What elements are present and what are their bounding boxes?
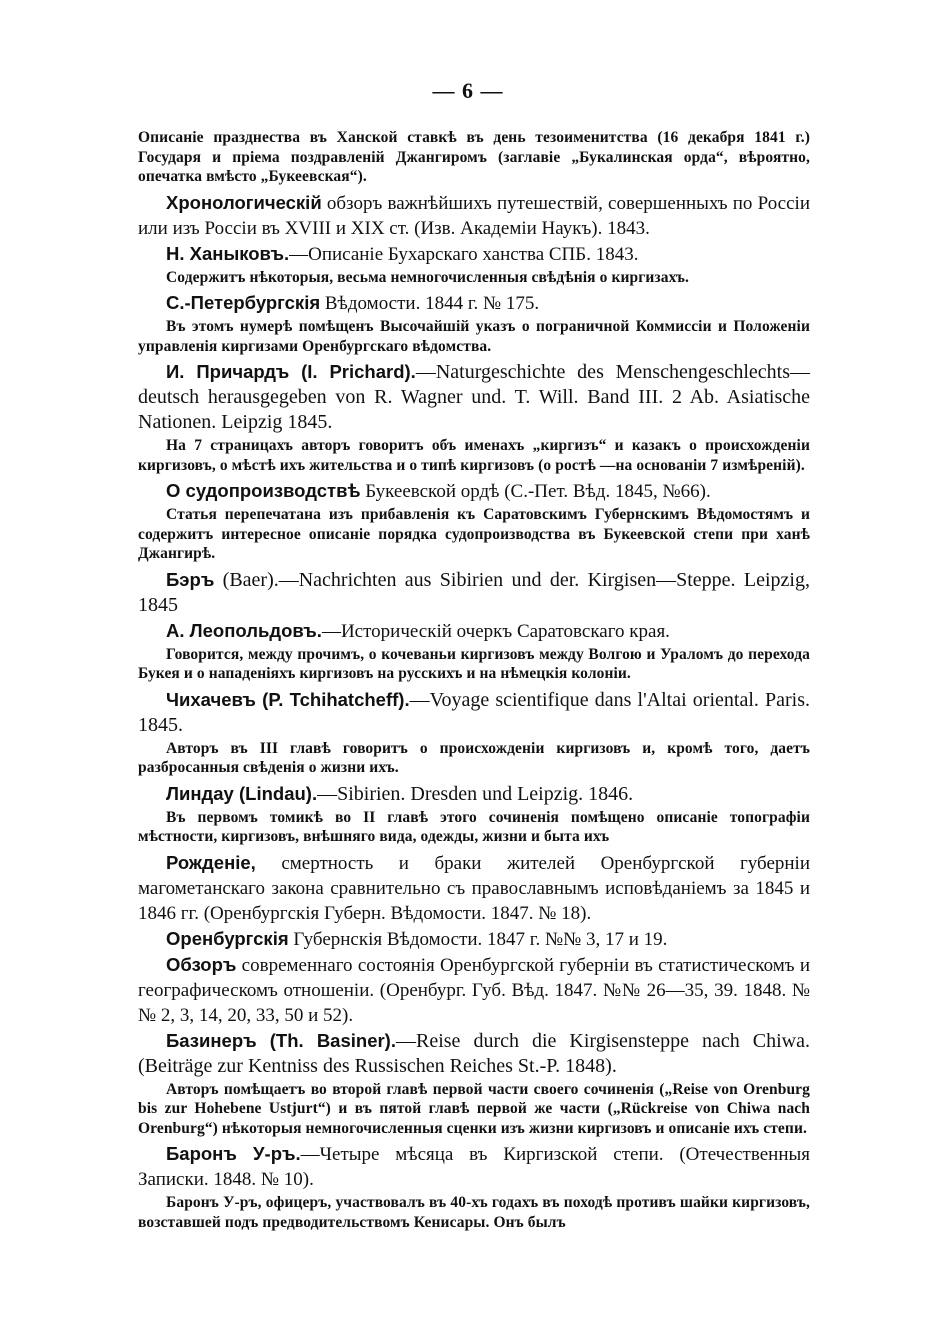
bibliography-entry [138, 781, 810, 847]
bibliography-entry [138, 1141, 810, 1232]
entry-annotation: Говорится, между прочимъ, о кочеваньи киргизовъ между Волгою и Ураломъ до перехода Букея и о нападеніяхъ киргизовъ на русскихъ и на нѣмецкія колоніи. [138, 645, 810, 682]
entry-heading [138, 359, 810, 435]
entry-title: О судопроизводствѣ [166, 480, 361, 501]
entry-citation: современнаго состоянія Оренбургской губерніи въ статистическомъ и географическомъ отношеніи. (Оренбург. Губ. Вѣд. 1847. №№ 26—35, 39. 1848. №№ 2, 3, 14, 20, 33, 50 и 52). [138, 954, 810, 1026]
entry-title: Баронъ У-ръ. [166, 1143, 301, 1164]
entry-heading [138, 781, 810, 807]
entry-heading [138, 687, 810, 738]
entry-title: Обзоръ [166, 953, 237, 975]
entry-annotation: Авторъ въ III главѣ говоритъ о происхожденіи киргизовъ и, кромѣ того, даетъ разбросанныя свѣденія о жизни ихъ. [138, 739, 810, 776]
entry-heading [138, 567, 810, 618]
entry-title: А. Леопольдовъ. [166, 619, 322, 641]
entry-citation: (Baer).—Nachrichten aus Sibirien und der. Kirgisen—Steppe. Leipzig, 1845 [138, 568, 810, 616]
entry-title: С.-Петербургскія [166, 292, 321, 313]
entry-citation: —Voyage scientifique dans l'Altai oriental. Paris. 1845. [138, 688, 810, 736]
bibliography-entry [138, 290, 810, 356]
entry-title: И. Причардъ (I. Prichard). [166, 361, 416, 382]
entry-citation: Букеевской ордѣ (С.-Пет. Вѣд. 1845, №66). [360, 481, 711, 502]
entry-heading [138, 850, 810, 926]
entry-title: Чихачевъ (P. Tchihatcheff). [166, 688, 410, 710]
entry-heading [138, 926, 810, 952]
bibliography-entry [138, 850, 810, 926]
entry-title: Рожденіе, [166, 851, 256, 873]
entry-title: Базинеръ (Th. Basiner). [166, 1029, 396, 1051]
entry-heading [138, 618, 810, 644]
bibliography-entry [138, 687, 810, 778]
entry-annotation: Баронъ У-ръ, офицеръ, участвовалъ въ 40-хъ годахъ въ походѣ противъ шайки киргизовъ, возставшей подъ предводительствомъ Кенисары. Онъ былъ [138, 1194, 810, 1231]
entry-title: Хронологическій [166, 191, 322, 213]
bibliography-entry [138, 190, 810, 241]
bibliography-entry [138, 359, 810, 475]
bibliography-entry [138, 241, 810, 288]
entry-heading [138, 1141, 810, 1192]
bibliography-entry [138, 952, 810, 1028]
entry-heading [138, 190, 810, 241]
entry-citation: Губернскія Вѣдомости. 1847 г. №№ 3, 17 и 19. [288, 928, 668, 950]
entry-citation: —Naturgeschichte des Menschengeschlechts—deutsch herausgegeben von R. Wagner und. T. Will. Band III. 2 Ab. Asiatische Nationen. Leipzig 1845. [138, 361, 811, 433]
entry-citation: смертность и браки жителей Оренбургской губерніи магометанскаго закона сравнительно съ православнымъ исповѣданіемъ за 1845 и 1846 гг. (Оренбургскія Губерн. Вѣдомости. 1847. № 18). [138, 852, 810, 924]
entry-title: Линдау (Lindau). [166, 782, 318, 804]
entry-heading [138, 290, 810, 316]
bibliography-entry [138, 128, 810, 187]
entry-heading [138, 478, 810, 504]
entry-citation: Вѣдомости. 1844 г. № 175. [320, 293, 540, 314]
entry-annotation: Содержитъ нѣкоторыя, весьма немногочисленныя свѣдѣнія о киргизахъ. [166, 268, 689, 286]
bibliography-list [138, 128, 810, 1235]
entry-annotation: Авторъ помѣщаетъ во второй главѣ первой части своего сочиненія („Reise von Orenburg bis zur Hohebene Ustjurt“) и въ пятой главѣ первой же части („Rückreise von Chiwa nach Orenburg“) нѣкоторыя немногочисленныя сценки изъ жизни киргизовъ и описаніе ихъ степи. [138, 1080, 810, 1137]
entry-citation: —Reise durch die Kirgisensteppe nach Chiwa. (Beiträge zur Kentniss des Russischen Reiches St.-P. 1848). [138, 1029, 811, 1077]
entry-title: Оренбургскія [166, 927, 289, 949]
entry-citation: —Описаніе Бухарскаго ханства СПБ. 1843. [289, 243, 639, 265]
bibliography-entry [138, 1028, 810, 1139]
entry-citation: —Sibirien. Dresden und Leipzig. 1846. [317, 782, 634, 805]
entry-citation: —Четыре мѣсяца въ Киргизской степи. (Отечественныя Записки. 1848. № 10). [138, 1144, 810, 1190]
bibliography-entry [138, 567, 810, 618]
entry-citation: —Историческій очеркъ Саратовскаго края. [321, 620, 670, 642]
entry-annotation: Въ первомъ томикѣ во II главѣ этого сочиненія помѣщено описаніе топографіи мѣстности, киргизовъ, внѣшняго вида, одежды, жизни и быта ихъ [138, 808, 810, 845]
entry-annotation: Статья перепечатана изъ прибавленія къ Саратовскимъ Губернскимъ Вѣдомостямъ и содержитъ интересное описаніе порядка судопроизводства въ Букеевской степи при ханѣ Джангирѣ. [138, 506, 810, 562]
entry-title: Бэръ [166, 568, 215, 590]
bibliography-entry [138, 478, 810, 564]
entry-annotation: Въ этомъ нумерѣ помѣщенъ Высочайшій указъ о пограничной Коммиссіи и Положеніи управленія киргизами Оренбургскаго вѣдомства. [138, 318, 810, 355]
entry-title: Н. Ханыковъ. [166, 242, 290, 264]
entry-annotation: На 7 страницахъ авторъ говоритъ объ именахъ „киргизъ“ и казакъ о происхожденіи киргизовъ, о мѣстѣ ихъ жительства и о типѣ киргизовъ (о ростѣ —на основаніи 7 измѣреній). [138, 437, 810, 474]
entry-heading [138, 952, 810, 1028]
bibliography-entry [138, 618, 810, 684]
entry-annotation: Описаніе празднества въ Ханской ставкѣ въ день тезоименитства (16 декабря 1841 г.) Государя и пріема поздравленій Джангиромъ (заглавіе „Букалинская орда“, вѣроятно, опечатка вмѣсто „Букеевская“). [138, 129, 810, 185]
page-number: — 6 — [432, 78, 504, 103]
entry-heading [138, 1028, 810, 1079]
bibliography-entry [138, 926, 810, 952]
entry-citation: обзоръ важнѣйшихъ путешествій, совершенныхъ по Россіи или изъ Россіи въ XVIII и XIX ст. (Изв. Академіи Наукъ). 1843. [138, 192, 810, 239]
entry-heading [138, 241, 810, 267]
